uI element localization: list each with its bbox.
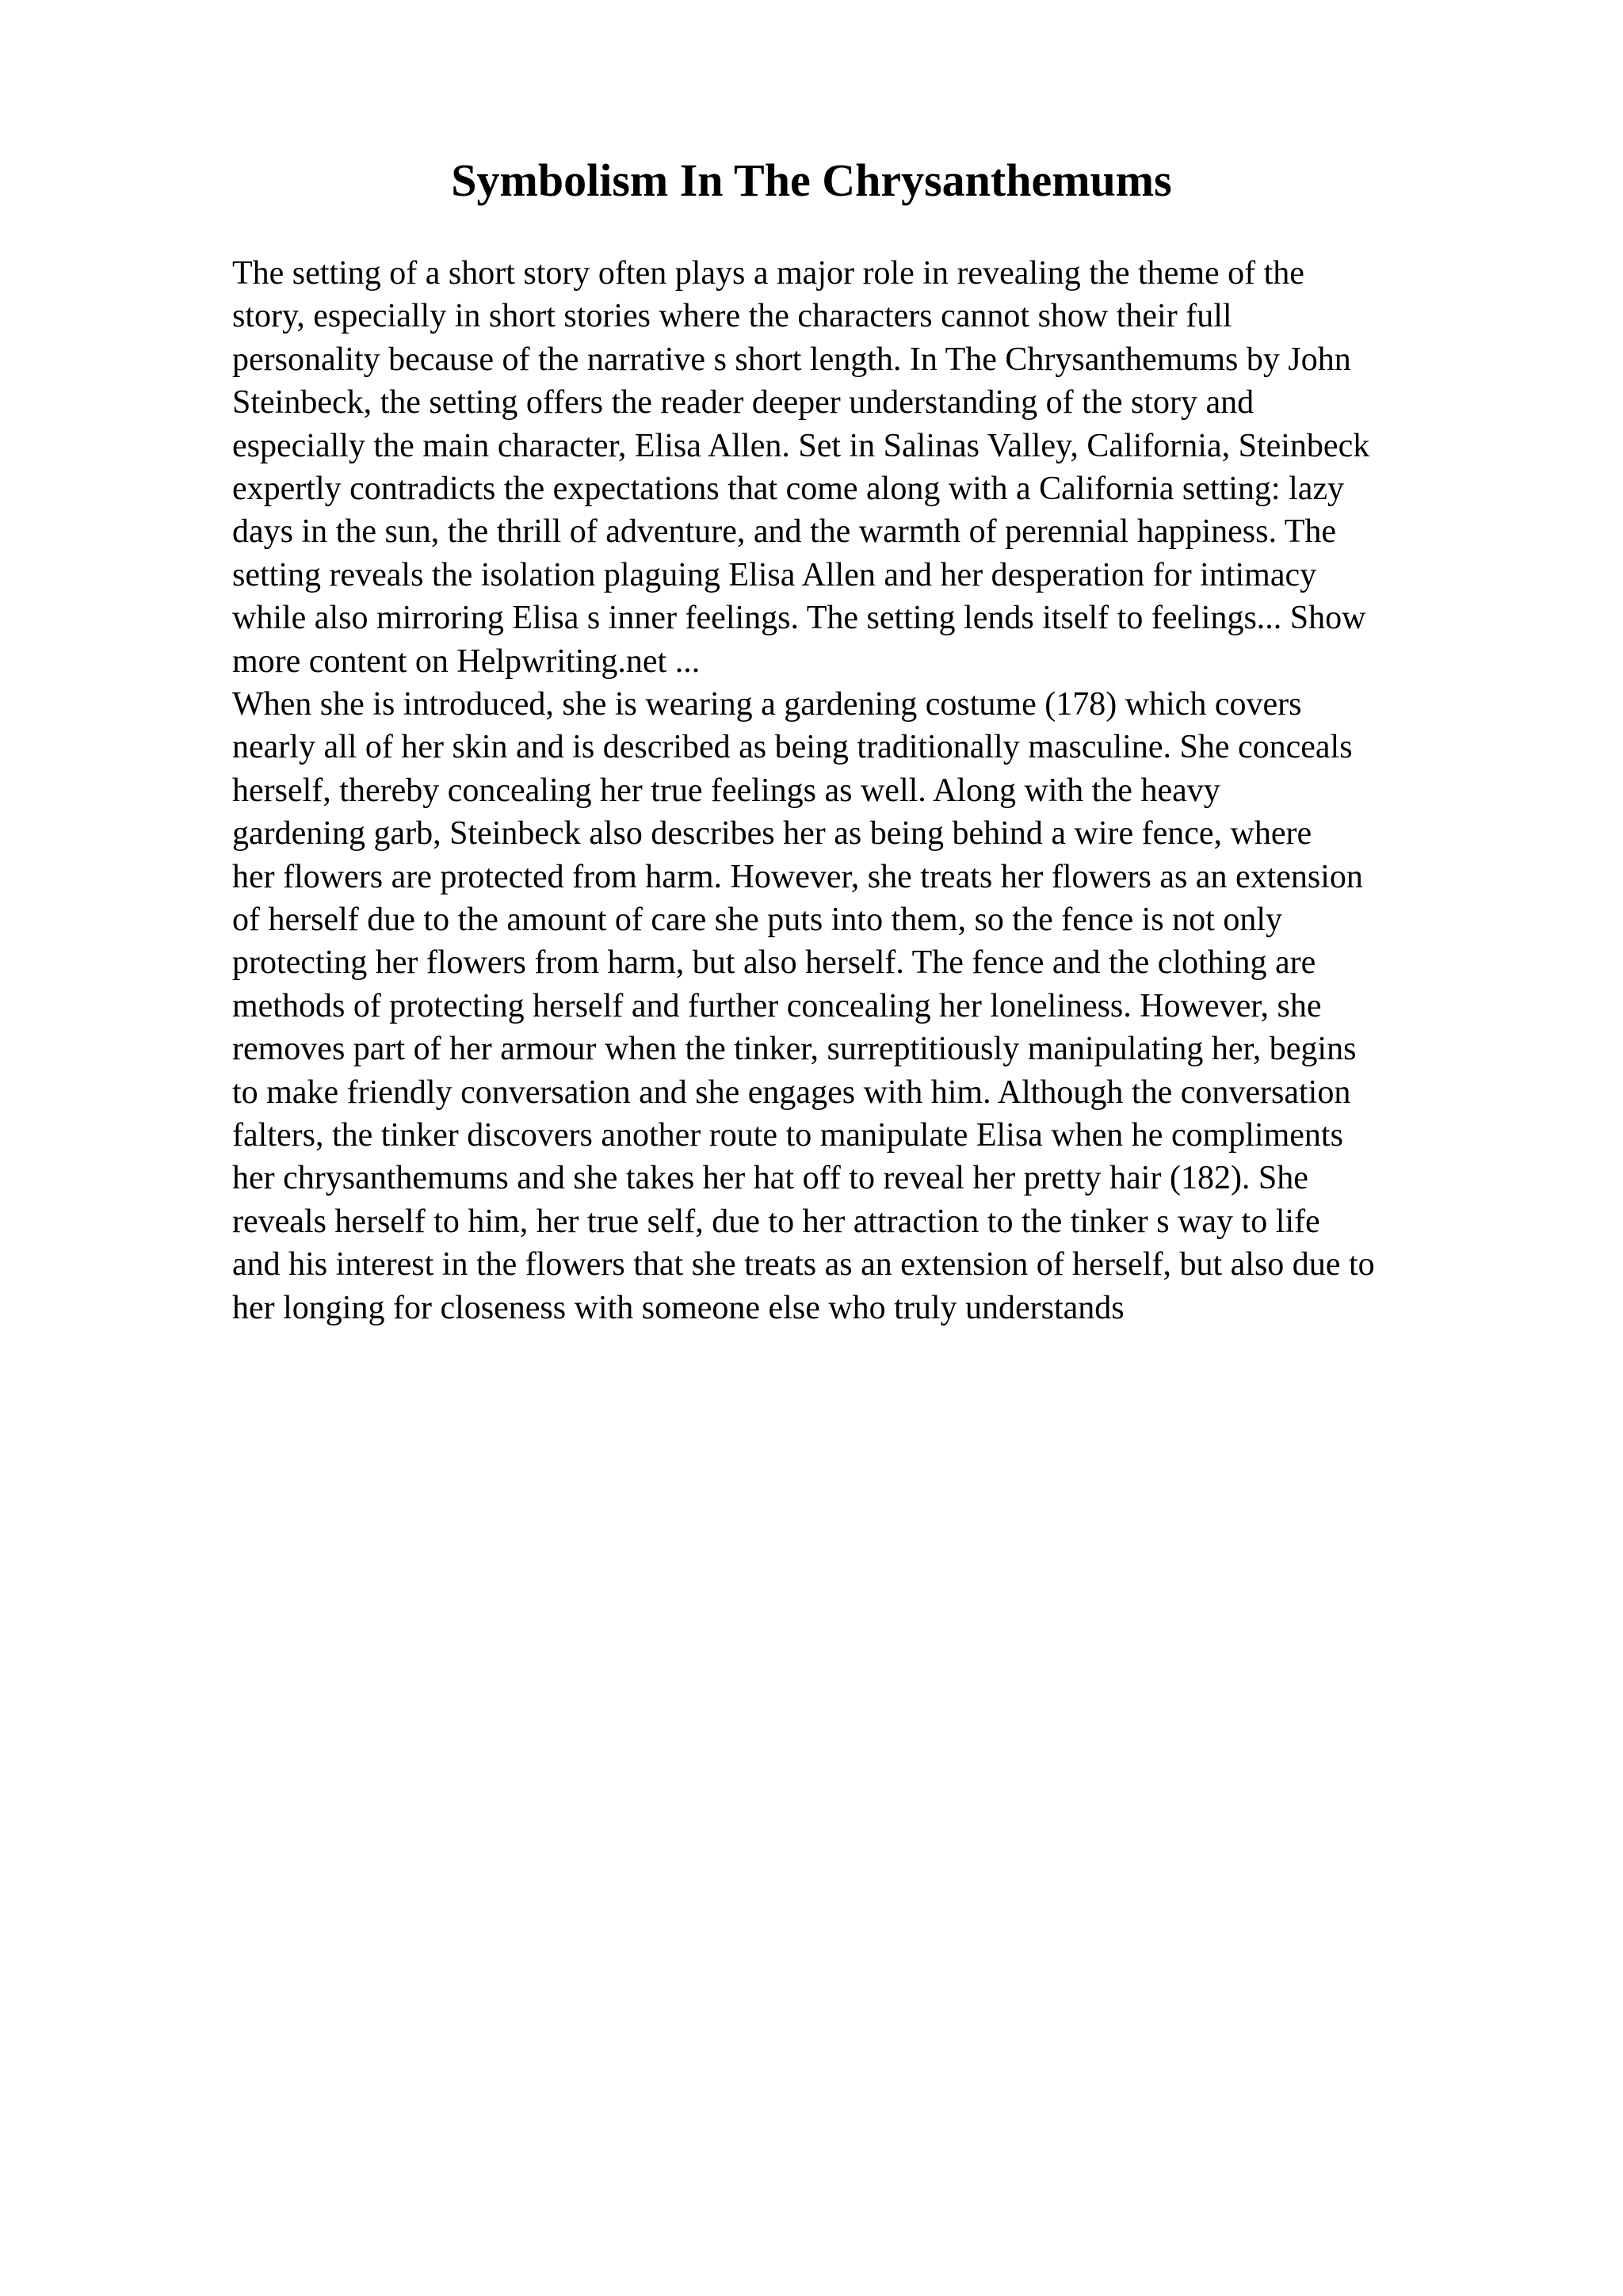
text-line: The setting of a short story often plays a major role in revealing the theme of the [232,255,1304,292]
text-line: expertly contradicts the expectations that come along with a California setting: lazy [232,471,1345,507]
text-line: falters, the tinker discovers another route to manipulate Elisa when he compliments [232,1117,1343,1154]
text-line: of herself due to the amount of care she puts into them, so the fence is not only [232,902,1282,938]
text-line: When she is introduced, she is wearing a gardening costume (178) which covers [232,686,1302,723]
text-line: days in the sun, the thrill of adventure, and the warmth of perennial happiness. The [232,513,1337,550]
text-line: especially the main character, Elisa Allen. Set in Salinas Valley, California, Steinbeck [232,428,1370,464]
text-line: removes part of her armour when the tinker, surreptitiously manipulating her, begins [232,1031,1357,1067]
text-line: her flowers are protected from harm. However, she treats her flowers as an extension [232,859,1363,895]
text-line: methods of protecting herself and further concealing her loneliness. However, she [232,988,1322,1024]
text-line: Steinbeck, the setting offers the reader deeper understanding of the story and [232,384,1254,421]
text-line: story, especially in short stories where the characters cannot show their full [232,298,1232,334]
page-title: Symbolism In The Chrysanthemums [451,154,1172,206]
text-line: protecting her flowers from harm, but also herself. The fence and the clothing are [232,944,1316,981]
text-line: reveals herself to him, her true self, due to her attraction to the tinker s way to life [232,1203,1320,1240]
text-line: gardening garb, Steinbeck also describes her as being behind a wire fence, where [232,815,1312,852]
text-line: while also mirroring Elisa s inner feelings. The setting lends itself to feelings... Show [232,600,1366,636]
text-line: her chrysanthemums and she takes her hat off to reveal her pretty hair (182). She [232,1160,1308,1196]
text-line: nearly all of her skin and is described as being traditionally masculine. She conceals [232,729,1353,765]
text-line: to make friendly conversation and she engages with him. Although the conversation [232,1074,1351,1111]
text-line: personality because of the narrative s short length. In The Chrysanthemums by John [232,341,1351,378]
text-line: and his interest in the flowers that she treats as an extension of herself, but also due to [232,1246,1375,1283]
text-line: setting reveals the isolation plaguing Elisa Allen and her desperation for intimacy [232,557,1317,593]
text-line: more content on Helpwriting.net ... [232,643,701,680]
text-line: herself, thereby concealing her true feelings as well. Along with the heavy [232,772,1220,809]
text-line: her longing for closeness with someone else who truly understands [232,1290,1125,1326]
